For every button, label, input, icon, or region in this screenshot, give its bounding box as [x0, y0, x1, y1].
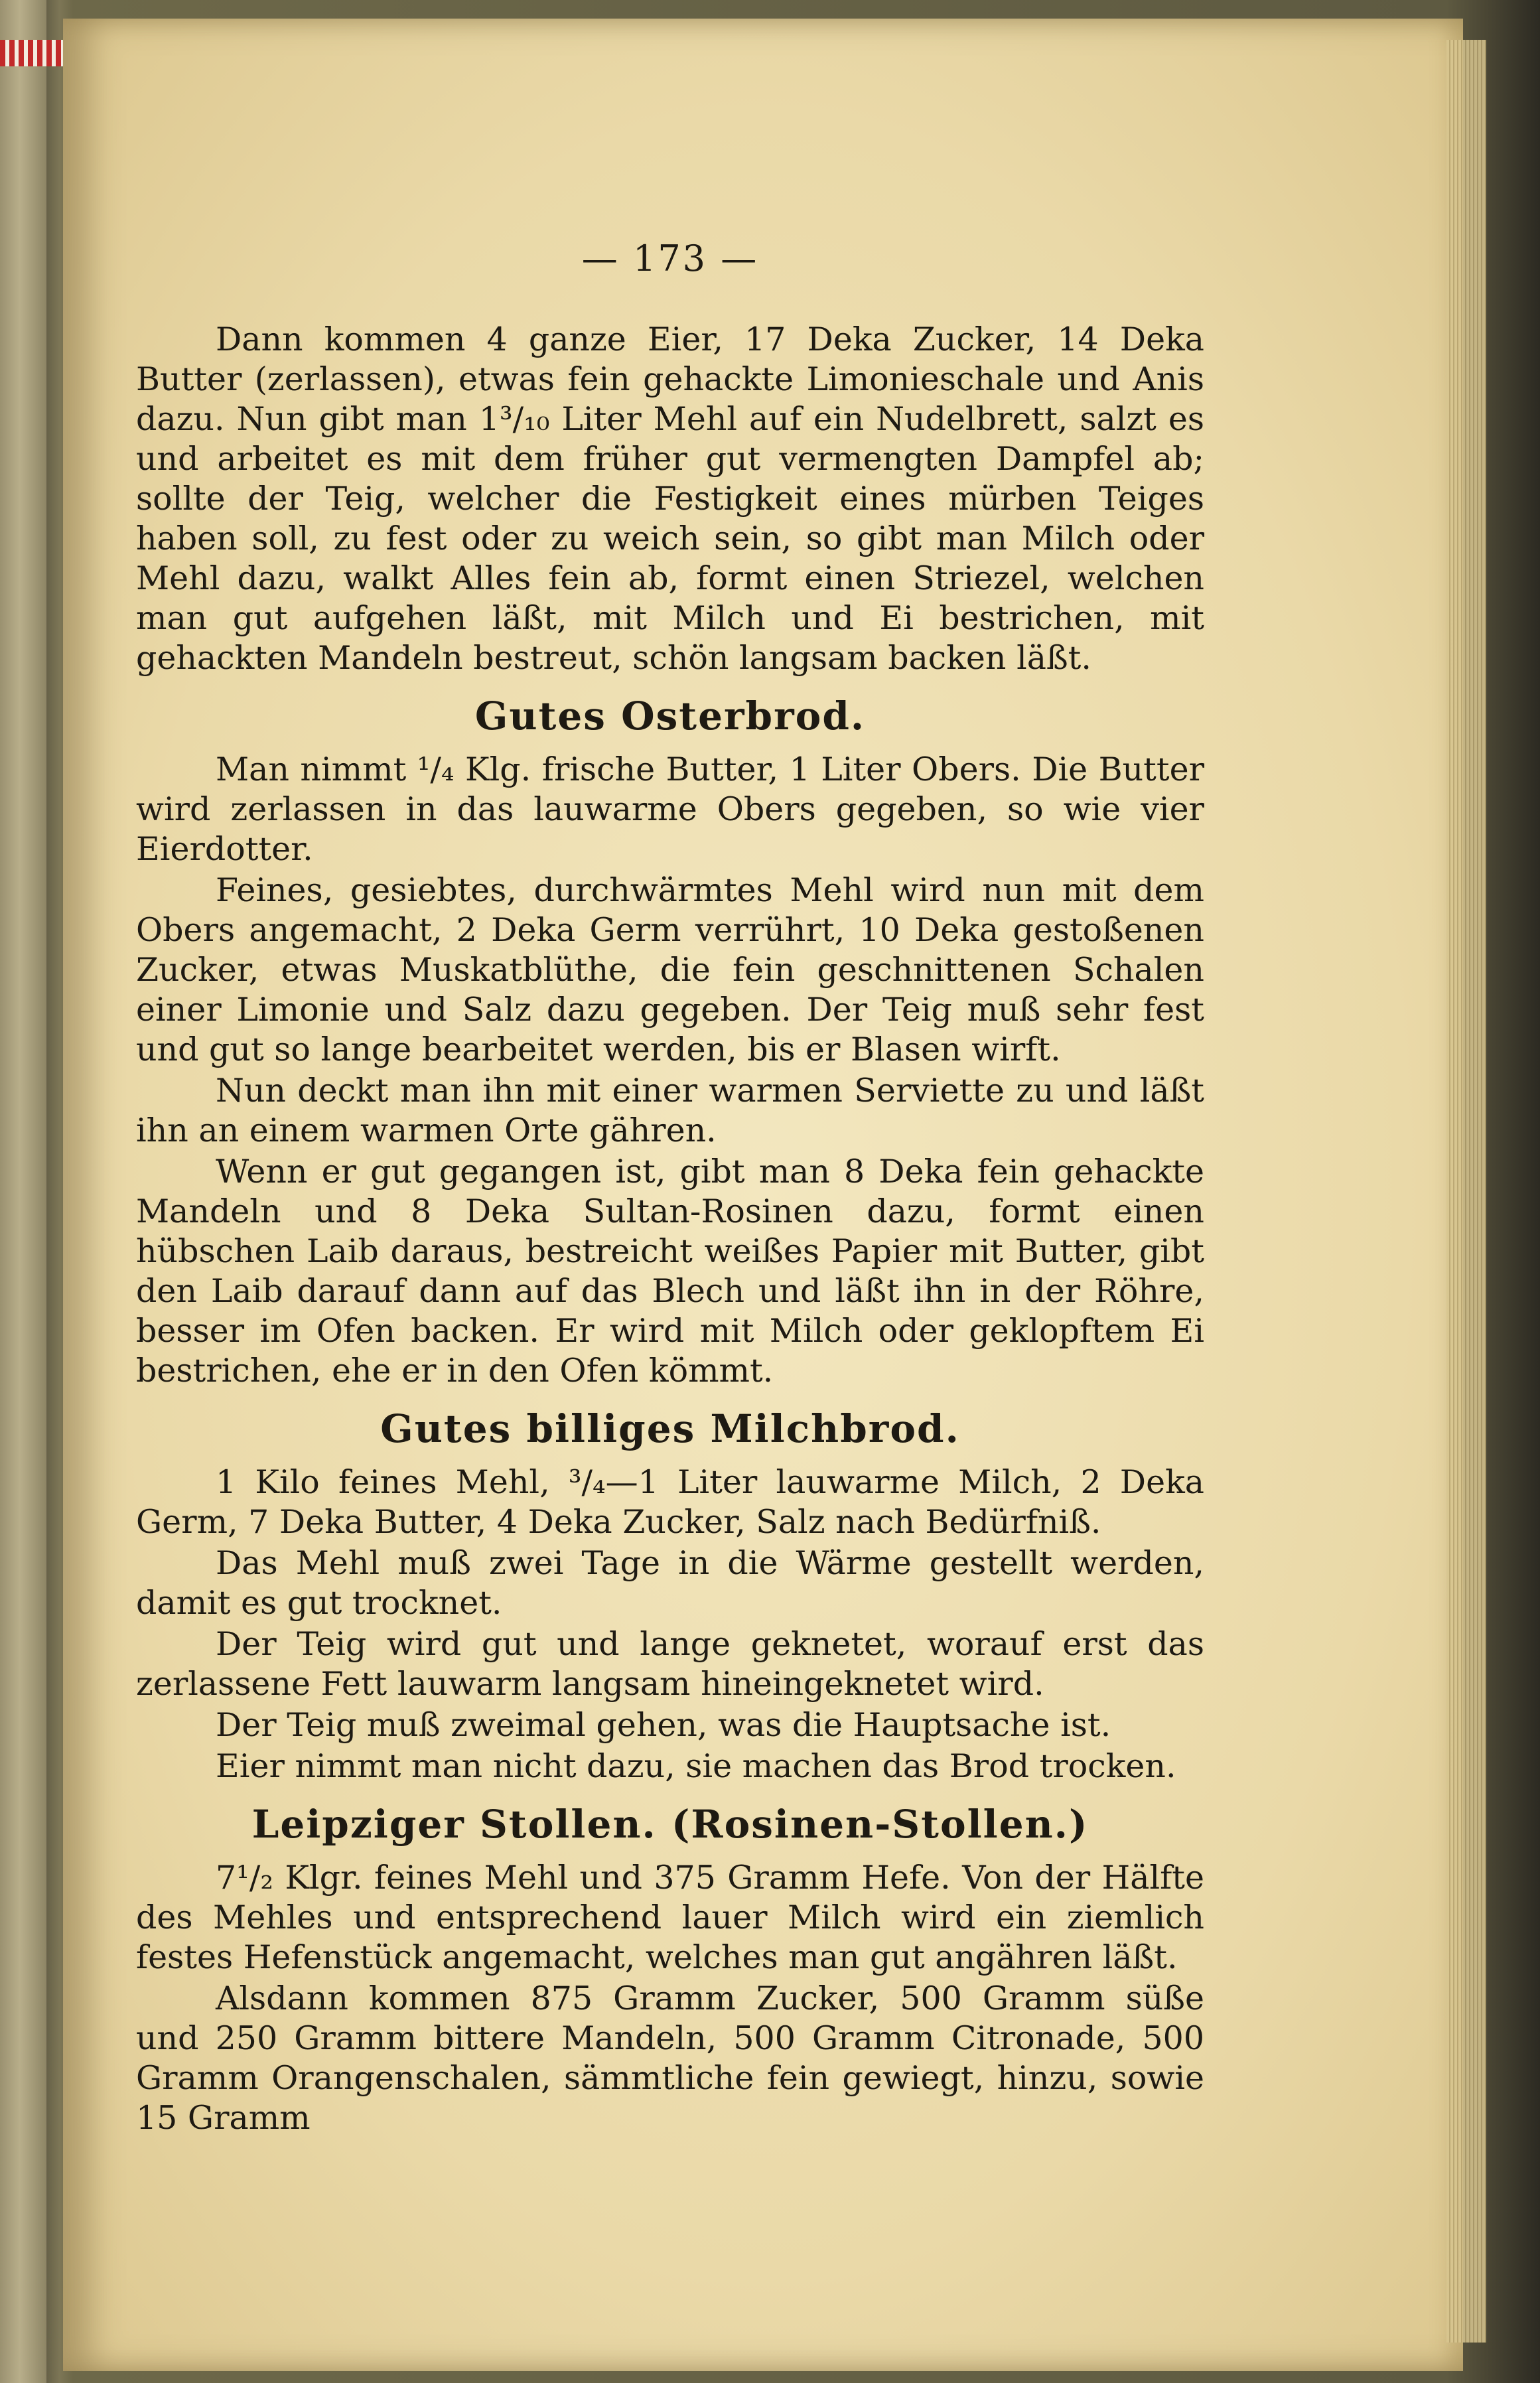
milchbrod-paragraph-3: Der Teig wird gut und lange geknetet, worauf erst das zerlassene Fett lauwarm langsam hineingeknetet wird. [136, 1625, 1204, 1703]
stollen-paragraph-1: 7¹/₂ Klgr. feines Mehl und 375 Gramm Hefe. Von der Hälfte des Mehles und entsprechend lauer Milch wird ein ziemlich festes Hefenstück angemacht, welches man gut angähren läßt. [136, 1859, 1204, 1976]
page-stack-edges [1446, 40, 1486, 2343]
page-number: — 173 — [581, 238, 759, 279]
osterbrod-paragraph-2: Feines, gesiebtes, durchwärmtes Mehl wird nun mit dem Obers angemacht, 2 Deka Germ verrührt, 10 Deka gestoßenen Zucker, etwas Muskatblüthe, die fein geschnittenen Schalen einer Limonie und Salz dazu gegeben. Der Teig muß sehr fest und gut so lange bearbeitet werden, bis er Blasen wirft. [136, 871, 1204, 1068]
intro-paragraph: Dann kommen 4 ganze Eier, 17 Deka Zucker, 14 Deka Butter (zerlassen), etwas fein gehackte Limonieschale und Anis dazu. Nun gibt man 1³/₁₀ Liter Mehl auf ein Nudelbrett, salzt es und arbeitet es mit dem früher gut vermengten Dampfel ab; sollte der Teig, welcher die Festigkeit eines mürben Teiges haben soll, zu fest oder zu weich sein, so gibt man Milch oder Mehl dazu, walkt Alles fein ab, formt einen Striezel, welchen man gut aufgehen läßt, mit Milch und Ei bestrichen, mit gehackten Mandeln bestreut, schön langsam backen läßt. [136, 321, 1204, 677]
osterbrod-paragraph-3: Nun deckt man ihn mit einer warmen Serviette zu und läßt ihn an einem warmen Orte gähren. [136, 1072, 1204, 1149]
heading-osterbrod: Gutes Osterbrod. [474, 693, 866, 739]
milchbrod-paragraph-2: Das Mehl muß zwei Tage in die Wärme gestellt werden, damit es gut trocknet. [136, 1544, 1204, 1622]
left-page-edge [0, 0, 46, 2383]
osterbrod-paragraph-4: Wenn er gut gegangen ist, gibt man 8 Deka fein gehackte Mandeln und 8 Deka Sultan-Rosinen dazu, formt einen hübschen Laib daraus, bestreicht weißes Papier mit Butter, gibt den Laib darauf dann auf das Blech und läßt ihn in der Röhre, besser im Ofen backen. Er wird mit Milch oder geklopftem Ei bestrichen, ehe er in den Ofen kömmt. [136, 1153, 1204, 1390]
page-content [136, 239, 1204, 2139]
heading-stollen [136, 1798, 1204, 1850]
stollen-paragraph-2: Alsdann kommen 875 Gramm Zucker, 500 Gramm süße und 250 Gramm bittere Mandeln, 500 Gramm Citronade, 500 Gramm Orangenschalen, sämmtliche fein gewiegt, hinzu, sowie 15 Gramm [136, 1980, 1204, 2137]
heading-stollen-subtitle: (Rosinen-Stollen.) [671, 1802, 1089, 1847]
osterbrod-paragraph-1: Man nimmt ¹/₄ Klg. frische Butter, 1 Liter Obers. Die Butter wird zerlassen in das lauwarme Obers gegeben, so wie vier Eierdotter. [136, 751, 1204, 868]
milchbrod-paragraph-1: 1 Kilo feines Mehl, ³/₄—1 Liter lauwarme Milch, 2 Deka Germ, 7 Deka Butter, 4 Deka Zucker, Salz nach Bedürfniß. [136, 1463, 1204, 1541]
bookmark-ribbon [0, 40, 63, 66]
heading-stollen-title: Leipziger Stollen. [251, 1802, 657, 1847]
milchbrod-paragraph-4: Der Teig muß zweimal gehen, was die Hauptsache ist. [216, 1706, 1111, 1744]
milchbrod-paragraph-5: Eier nimmt man nicht dazu, sie machen das Brod trocken. [216, 1747, 1176, 1785]
heading-milchbrod: Gutes billiges Milchbrod. [380, 1406, 960, 1451]
